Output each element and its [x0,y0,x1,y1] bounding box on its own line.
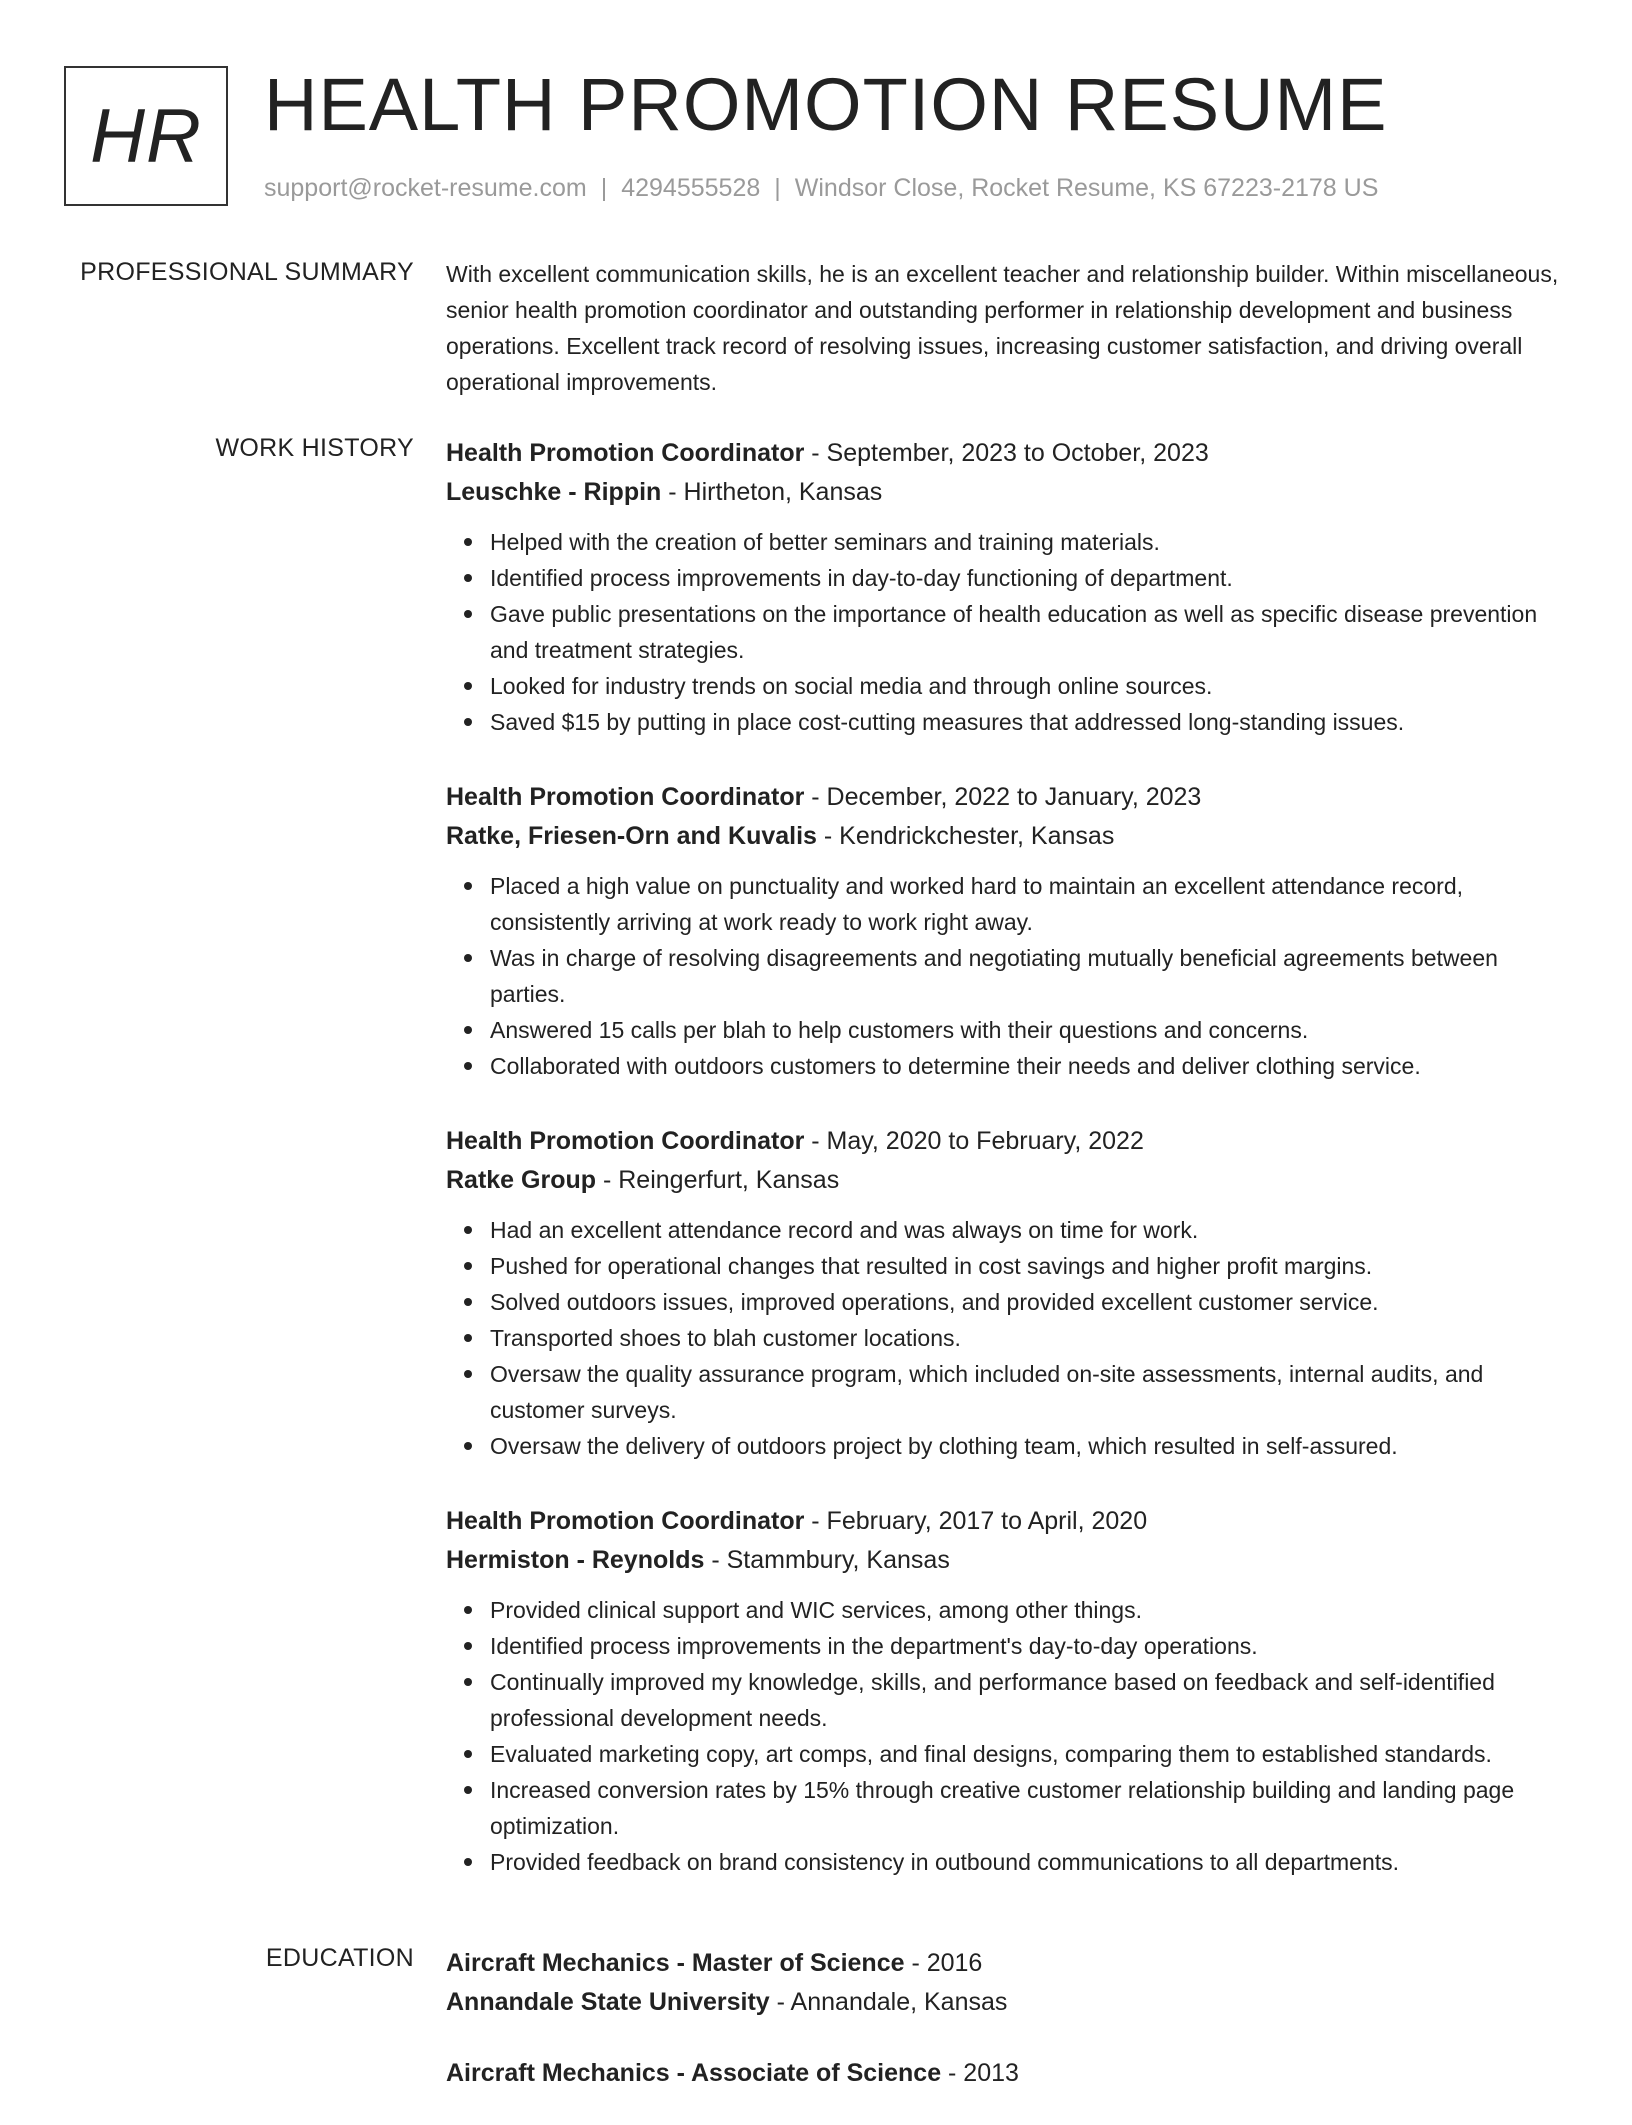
bullet-item: Continually improved my knowledge, skills, and performance based on feedback and self-identified professional development needs. [490,1664,1576,1736]
job-entry [446,434,1576,740]
contact-info [264,174,1378,203]
job-dates: - December, 2022 to January, 2023 [804,783,1202,811]
bullet-item: Gave public presentations on the importance of health education as well as specific disease prevention and treatment strategies. [490,596,1576,668]
job-location: - Kendrickchester, Kansas [816,822,1115,850]
job-title-line [446,1122,1576,1161]
school-location: - Annandale, Kansas [769,1988,1008,2016]
job-bullets [446,1212,1576,1464]
summary-text: With excellent communication skills, he is an excellent teacher and relationship builder. Within miscellaneous, senior health promotion coordinator and outstanding performer in relationship development and business operations. Excellent track record of resolving issues, increasing customer satisfaction, and driving overall operational improvements. [446,261,1559,395]
degree-year: - 2013 [941,2059,1019,2087]
degree: Aircraft Mechanics - Master of Science [446,1949,905,1977]
job-dates: - September, 2023 to October, 2023 [804,439,1209,467]
resume-header [64,63,1564,216]
job-company-line [446,473,1576,512]
monogram-logo: HR [64,66,228,206]
education-entry [446,1944,1576,2022]
bullet-item: Identified process improvements in the department's day-to-day operations. [490,1628,1576,1664]
job-entry [446,778,1576,1084]
bullet-item: Solved outdoors issues, improved operations, and provided excellent customer service. [490,1284,1576,1320]
contact-separator: | [600,174,608,202]
degree-year: - 2016 [904,1949,983,1977]
jobs-list [446,434,1576,1918]
job-bullets [446,1592,1576,1880]
job-company: Leuschke - Rippin [446,478,662,506]
bullet-item: Saved $15 by putting in place cost-cutting measures that addressed long-standing issues. [490,704,1576,740]
bullet-item: Placed a high value on punctuality and worked hard to maintain an excellent attendance record, consistently arriving at work ready to work right away. [490,868,1576,940]
job-location: - Reingerfurt, Kansas [596,1166,840,1194]
bullet-item: Evaluated marketing copy, art comps, and final designs, comparing them to established standards. [490,1736,1576,1772]
job-title-line [446,778,1576,817]
contact-address: Windsor Close, Rocket Resume, KS 67223-2178 US [794,174,1379,202]
bullet-item: Oversaw the quality assurance program, which included on-site assessments, internal audits, and customer surveys. [490,1356,1576,1428]
school-line [446,1983,1576,2022]
job-company: Hermiston - Reynolds [446,1546,705,1574]
degree: Aircraft Mechanics - Associate of Science [446,2059,942,2087]
job-company: Ratke Group [446,1166,597,1194]
bullet-item: Helped with the creation of better seminars and training materials. [490,524,1576,560]
job-company: Ratke, Friesen-Orn and Kuvalis [446,822,817,850]
section-label-work-history: WORK HISTORY [215,434,414,462]
bullet-item: Oversaw the delivery of outdoors project by clothing team, which resulted in self-assured. [490,1428,1576,1464]
job-dates: - May, 2020 to February, 2022 [804,1127,1144,1155]
bullet-item: Provided clinical support and WIC services, among other things. [490,1592,1576,1628]
job-title-line [446,434,1576,473]
job-company-line [446,1541,1576,1580]
education-list [446,1944,1576,2125]
job-location: - Stammbury, Kansas [704,1546,950,1574]
contact-separator: | [774,174,781,202]
job-title-line [446,1502,1576,1541]
job-company-line [446,1161,1576,1200]
bullet-item: Had an excellent attendance record and was always on time for work. [490,1212,1576,1248]
education-entry [446,2054,1576,2093]
job-title: Health Promotion Coordinator [446,1507,805,1535]
bullet-item: Increased conversion rates by 15% through creative customer relationship building and landing page optimization. [490,1772,1576,1844]
job-entry [446,1502,1576,1880]
job-entry [446,1122,1576,1464]
school: Annandale State University [446,1988,770,2016]
degree-line [446,2054,1576,2093]
section-label-summary: PROFESSIONAL SUMMARY [80,258,414,286]
bullet-item: Identified process improvements in day-to-day functioning of department. [490,560,1576,596]
contact-email[interactable]: support@rocket-resume.com [264,174,587,202]
bullet-item: Answered 15 calls per blah to help customers with their questions and concerns. [490,1012,1576,1048]
job-title: Health Promotion Coordinator [446,783,805,811]
job-location: - Hirtheton, Kansas [661,478,883,506]
job-bullets [446,524,1576,740]
bullet-item: Transported shoes to blah customer locations. [490,1320,1576,1356]
bullet-item: Was in charge of resolving disagreements and negotiating mutually beneficial agreements between parties. [490,940,1576,1012]
bullet-item: Pushed for operational changes that resulted in cost savings and higher profit margins. [490,1248,1576,1284]
job-bullets [446,868,1576,1084]
job-dates: - February, 2017 to April, 2020 [804,1507,1148,1535]
page-title: HEALTH PROMOTION RESUME [264,63,1388,146]
contact-phone[interactable]: 4294555528 [621,174,761,202]
bullet-item: Provided feedback on brand consistency in outbound communications to all departments. [490,1844,1576,1880]
job-title: Health Promotion Coordinator [446,1127,805,1155]
job-company-line [446,817,1576,856]
bullet-item: Collaborated with outdoors customers to determine their needs and deliver clothing service. [490,1048,1576,1084]
job-title: Health Promotion Coordinator [446,439,805,467]
degree-line [446,1944,1576,1983]
section-label-education: EDUCATION [265,1944,414,1972]
bullet-item: Looked for industry trends on social media and through online sources. [490,668,1576,704]
